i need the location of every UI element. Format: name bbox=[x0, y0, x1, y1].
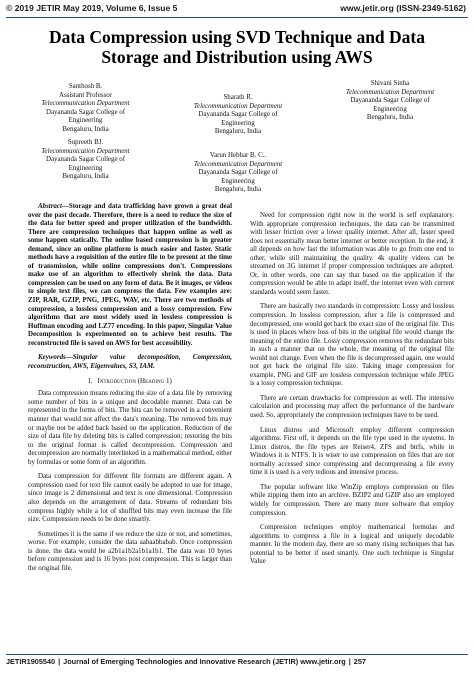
author-sharath bbox=[168, 94, 308, 137]
author-location: Bengaluru, India bbox=[214, 186, 262, 194]
keywords-text: Singular value decomposition, Compression, reconstruction, AWS, Eigenvalues, S3, IAM. bbox=[28, 353, 232, 370]
author-college-2: Engineering bbox=[221, 119, 255, 127]
header-journal-info: © 2019 JETIR May 2019, Volume 6, Issue 5 bbox=[6, 3, 178, 13]
author-college: Dayananda Sagar College of bbox=[198, 169, 278, 177]
header-rule bbox=[6, 17, 468, 18]
author-college-2: Engineering bbox=[221, 177, 255, 185]
body-paragraph: There are certain drawbacks for compression as well. The intensive calculation and processing may affect the performance of the hardware used. So, appropriately the compression techniques have to be used. bbox=[250, 393, 454, 420]
body-paragraph: There are basically two standards in compression: Lossy and lossless compression. In lossless compression, after a file is compressed and decompressed, one would get back the exact size of the original file. This is used in places where loss of bits in the original file would change the meaning of the entire file. Lossy compression removes the redundant bits in such a manner that on the whole, the meaning of the original file would not change. Even when the file is decompressed again, one would not get back the original file size. Taking image compression for example, PNG and GIF are lossless compression technique while JPEG is a lossy compression technique. bbox=[250, 302, 454, 388]
footer-rule bbox=[6, 654, 468, 655]
author-location: Bengaluru, India bbox=[62, 173, 109, 181]
abstract-text: —Storage and data trafficking have grown a great deal over the past decade. Therefore, there is a need to reduce the size of the data for better speed and proper utilization of the bandwidth. There are compression techniques that happen online as well as some happen statically. The online based compression is in greater demand, since an online platform is much easier and faster. Static methods have a requisition of the entire file to be present at the time of transmission, while online compressions don't. Compressions make use of an algorithm to effectively shrink the data. Data compression can be used on any form of data. Be it images, or videos to simple text files, we can compress the data. Few examples are: ZIP, RAR, GZIP, PNG, JPEG, WAV, etc. There are two methods of compression, a lossless compression and a lossy compression. Few algorithms that are most widely used in lossless compression is Huffman encoding and LZ77 encoding. In this paper, Singular Value Decomposition is experimented on to achieve best results. The reconstructed file is saved on AWS for best accessibility. bbox=[28, 202, 232, 347]
left-column bbox=[28, 202, 232, 572]
author-college: Dayananda Sagar College of bbox=[198, 111, 278, 119]
author-title: Assistant Professor bbox=[58, 91, 113, 99]
section-title: Introduction (Heading 1) bbox=[97, 377, 172, 386]
page-footer bbox=[0, 653, 474, 673]
footer-text: JETIR1905540 | Journal of Emerging Technologies and Innovative Research (JETIR) www.jetir.org | 257 bbox=[6, 657, 366, 666]
author-supreeth bbox=[18, 139, 153, 182]
author-location: Bengaluru, India bbox=[366, 114, 414, 122]
keywords-lead: Keywords— bbox=[38, 353, 73, 362]
author-department: Telecommunication Department bbox=[193, 160, 283, 168]
footer-journal: Journal of Emerging Technologies and Innovative Research (JETIR) www.jetir.org bbox=[63, 657, 346, 666]
author-name: Supreeth BJ. bbox=[67, 139, 104, 146]
author-college: Dayananda Sagar College of bbox=[350, 97, 430, 105]
author-name: Varun Hebbar B. C.. bbox=[209, 152, 267, 159]
author-department: Telecommunication Department bbox=[41, 147, 130, 155]
body-paragraph: Data compression means reducing the size of a data file by removing some number of bits in a unique and decodable manner. Data can be represented in the forms of bits. The bits can be removed in a convenient manner that would not affect the data's meaning. The removed bits may or maybe not be added back based on the application. Reduction of the size of data file by deleting bits is called compression; restoring the bits to the original format is called decompression. Compression and decompression are normally interlinked in a mathematical method, either by formulas or some form of an algorithm. bbox=[28, 389, 232, 466]
author-college: Dayananda Sagar College of bbox=[45, 156, 126, 164]
author-name: Sharath R. bbox=[223, 94, 253, 101]
author-department: Telecommunication Department bbox=[193, 102, 283, 110]
author-varun bbox=[168, 152, 308, 195]
author-shivani bbox=[320, 80, 460, 123]
right-column bbox=[250, 211, 454, 566]
paper-title bbox=[0, 27, 474, 67]
body-paragraph: Need for compression right now in the world is self explanatory. With appropriate compression techniques, the data can be transmitted with lesser friction over a lower quality internet. After all, faster speed does not essentially mean better internet or better reception. In the end, it all depends on how fast the information was able to go from one end to other, while still maintaining the quality. 4k quality videos can be streamed on 3G internet if proper compression techniques are adopted. Or, in other words, one can say that based on the application if the compression would be able to adapt itself, the internet even with current standards would seem faster. bbox=[250, 211, 454, 296]
body-paragraph: Data compression for different file formats are different again. A compression used for text file cannot easily be adopted to use for image, since image is 2 dimensional and text is one dimensional. Compression also depends on the arrangement of data. Streams of redundant bits compress highly while a lot of shuffled bits may even increase the file size. Compression needs to be done smartly. bbox=[28, 472, 232, 524]
author-college-2: Engineering bbox=[373, 105, 407, 113]
author-name: Santhosh B. bbox=[68, 83, 103, 90]
author-department: Telecommunication Department bbox=[41, 100, 130, 108]
body-paragraph: Linux distros and Microsoft employ different compression algorithms. First off, it depends on the file type used in the systems. In Linux distros, the file types are Reiser4, ZFS and btrfs, while in Windows it is NTFS. It is wiser to use compression on files that are not normally accessed since compressing and decompressing a file every time it is used is a very tedious and intensive process. bbox=[250, 425, 454, 477]
abstract bbox=[28, 202, 232, 347]
body-paragraph: Sometimes it is the same if we reduce the size or not, and sometimes, worse. For example, consider the data aabaabbabab. Once compression is done, the data would be a2b1a1b2a1b1a1b1. The data was 10 bytes before compression and is 16 bytes post compression. This is larger than the original file. bbox=[28, 529, 232, 572]
paper-title-line-2: Storage and Distribution using AWS bbox=[101, 47, 373, 67]
author-name: Shivani Sinha bbox=[370, 80, 410, 87]
author-college: Dayananda Sagar College of bbox=[45, 108, 126, 116]
author-department: Telecommunication Department bbox=[345, 88, 435, 96]
abstract-lead: Abstract bbox=[38, 202, 62, 210]
footer-page-number: 257 bbox=[353, 657, 366, 666]
author-location: Bengaluru, India bbox=[214, 128, 262, 136]
body-paragraph: Compression techniques employ mathematical formulas and algorithms to compress a file in a logical and uniquely decodable manner. In the modern day, there are so many rising techniques that has potential to be better if used smartly. One such technique is Singular Value bbox=[250, 523, 454, 566]
body-paragraph: The popular software like WinZip employs compression on files while zipping them into an archive. BZIP2 and GZIP also are employed widely for compression. There are many more software that employ compression. bbox=[250, 482, 454, 517]
header-website: www.jetir.org (ISSN-2349-5162) bbox=[340, 3, 466, 13]
footer-paper-id: JETIR1905540 bbox=[6, 657, 56, 666]
page-header bbox=[0, 0, 474, 22]
author-santhosh bbox=[18, 83, 153, 135]
author-college-2: Engineering bbox=[68, 117, 103, 125]
paper-title-line-1: Data Compression using SVD Technique and Data bbox=[48, 27, 426, 47]
author-location: Bengaluru, India bbox=[62, 125, 109, 133]
section-number: I. bbox=[88, 377, 93, 386]
section-heading bbox=[28, 377, 232, 386]
keywords bbox=[28, 353, 232, 370]
author-college-2: Engineering bbox=[68, 164, 103, 172]
